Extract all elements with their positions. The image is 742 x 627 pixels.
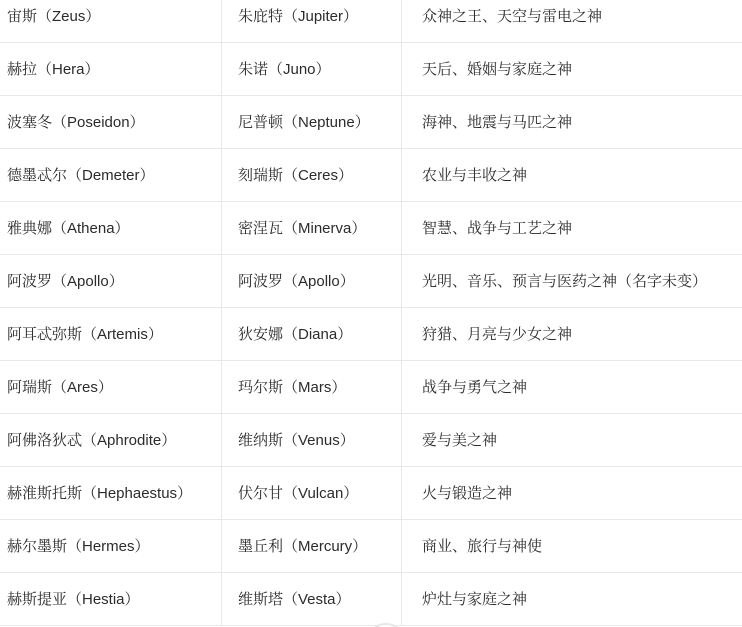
roman-name-cell: 朱庇特（Jupiter）: [222, 0, 402, 43]
god-description-cell: 众神之王、天空与雷电之神: [402, 0, 742, 43]
god-description-cell: 农业与丰收之神: [402, 149, 742, 202]
greek-name-cell: 宙斯（Zeus）: [0, 0, 222, 43]
god-description-cell: 海神、地震与马匹之神: [402, 96, 742, 149]
god-description-cell: 智慧、战争与工艺之神: [402, 202, 742, 255]
god-description-cell: 天后、婚姻与家庭之神: [402, 43, 742, 96]
greek-name-cell: 赫斯提亚（Hestia）: [0, 573, 222, 626]
greek-name-cell: 阿波罗（Apollo）: [0, 255, 222, 308]
greek-name-cell: 阿耳忒弥斯（Artemis）: [0, 308, 222, 361]
roman-name-cell: 伏尔甘（Vulcan）: [222, 467, 402, 520]
roman-name-cell: 尼普顿（Neptune）: [222, 96, 402, 149]
greek-name-cell: 德墨忒尔（Demeter）: [0, 149, 222, 202]
roman-name-cell: 维纳斯（Venus）: [222, 414, 402, 467]
roman-name-cell: 刻瑞斯（Ceres）: [222, 149, 402, 202]
god-description-cell: 狩猎、月亮与少女之神: [402, 308, 742, 361]
greek-name-cell: 阿佛洛狄忒（Aphrodite）: [0, 414, 222, 467]
god-description-cell: 战争与勇气之神: [402, 361, 742, 414]
greek-name-cell: 赫淮斯托斯（Hephaestus）: [0, 467, 222, 520]
greek-name-cell: 赫拉（Hera）: [0, 43, 222, 96]
greek-name-cell: 阿瑞斯（Ares）: [0, 361, 222, 414]
god-description-cell: 火与锻造之神: [402, 467, 742, 520]
roman-name-cell: 墨丘利（Mercury）: [222, 520, 402, 573]
roman-name-cell: 维斯塔（Vesta）: [222, 573, 402, 626]
greek-name-cell: 赫尔墨斯（Hermes）: [0, 520, 222, 573]
greek-name-cell: 雅典娜（Athena）: [0, 202, 222, 255]
god-description-cell: 商业、旅行与神使: [402, 520, 742, 573]
roman-name-cell: 玛尔斯（Mars）: [222, 361, 402, 414]
roman-name-cell: 狄安娜（Diana）: [222, 308, 402, 361]
god-description-cell: 光明、音乐、预言与医药之神（名字未变）: [402, 255, 742, 308]
roman-name-cell: 朱诺（Juno）: [222, 43, 402, 96]
god-description-cell: 爱与美之神: [402, 414, 742, 467]
roman-name-cell: 密涅瓦（Minerva）: [222, 202, 402, 255]
roman-name-cell: 阿波罗（Apollo）: [222, 255, 402, 308]
god-description-cell: 炉灶与家庭之神: [402, 573, 742, 626]
greek-name-cell: 波塞冬（Poseidon）: [0, 96, 222, 149]
